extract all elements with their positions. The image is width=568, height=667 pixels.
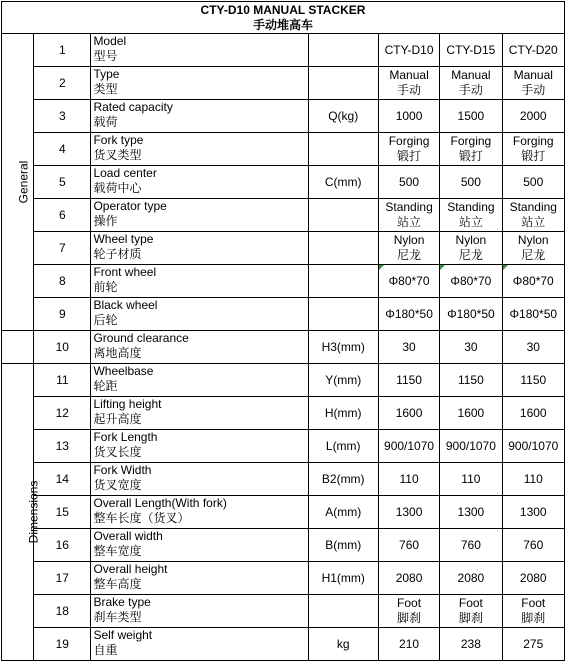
item-name-chinese: 型号 xyxy=(93,49,118,63)
value-line: 1600 xyxy=(457,405,485,420)
group-empty xyxy=(2,331,34,364)
value-line: Φ180*50 xyxy=(509,306,558,321)
value-line: 500 xyxy=(523,174,544,189)
value-line: Φ80*70 xyxy=(512,273,554,288)
item-name xyxy=(91,34,308,67)
item-name-english: Self weight xyxy=(93,628,153,642)
value-line: Manual xyxy=(451,68,491,82)
table-row xyxy=(2,232,565,265)
item-name xyxy=(91,529,308,562)
value-line: Φ80*70 xyxy=(450,273,492,288)
value-line: 锻打 xyxy=(458,149,483,163)
group-dimensions-label: Dimensions xyxy=(26,480,41,544)
value-line: 手动 xyxy=(521,83,546,97)
item-name-english: Fork Length xyxy=(93,430,158,444)
item-name-english: Load center xyxy=(93,166,157,180)
item-name xyxy=(91,496,308,529)
item-name xyxy=(91,430,308,463)
unit-cell: C(mm) xyxy=(308,166,378,199)
value-d15 xyxy=(440,232,502,265)
value-line: Nylon xyxy=(517,233,549,247)
table-row xyxy=(2,595,565,628)
unit-cell: B(mm) xyxy=(308,529,378,562)
item-name-english: Front wheel xyxy=(93,265,157,279)
value-d15 xyxy=(440,298,502,331)
value-d15 xyxy=(440,199,502,232)
title-chinese: 手动堆高车 xyxy=(252,17,313,32)
value-line: Manual xyxy=(513,68,553,82)
value-line: 238 xyxy=(460,636,481,651)
item-name-english: Operator type xyxy=(93,199,167,213)
value-line: Standing xyxy=(447,200,495,214)
row-number: 13 xyxy=(34,430,91,463)
value-d10 xyxy=(378,463,439,496)
table-row xyxy=(2,34,565,67)
row-number: 6 xyxy=(34,199,91,232)
value-line: 站立 xyxy=(397,215,422,229)
item-name-english: Fork Width xyxy=(93,463,152,477)
item-name xyxy=(91,166,308,199)
value-line: 尼龙 xyxy=(521,248,546,262)
item-name-chinese: 起升高度 xyxy=(93,412,142,426)
value-line: Forging xyxy=(450,134,492,148)
item-name xyxy=(91,133,308,166)
item-name-chinese: 整车长度（货叉） xyxy=(93,511,190,525)
item-name-chinese: 轮子材质 xyxy=(93,247,142,261)
row-number: 5 xyxy=(34,166,91,199)
value-d10 xyxy=(378,397,439,430)
item-name-english: Type xyxy=(93,67,120,81)
value-d10 xyxy=(378,67,439,100)
table-row xyxy=(2,463,565,496)
item-name-chinese: 整车宽度 xyxy=(93,544,142,558)
item-name-english: Model xyxy=(93,34,127,48)
row-number: 16 xyxy=(34,529,91,562)
value-line: 30 xyxy=(526,339,540,354)
row-number: 18 xyxy=(34,595,91,628)
value-line: 760 xyxy=(523,537,544,552)
value-line: Standing xyxy=(385,200,433,214)
value-d15 xyxy=(440,133,502,166)
value-line: 1600 xyxy=(395,405,423,420)
unit-cell: Y(mm) xyxy=(308,364,378,397)
value-line: 1000 xyxy=(395,108,423,123)
item-name-chinese: 自重 xyxy=(93,643,118,657)
value-line: Foot xyxy=(521,596,546,610)
unit-cell: Q(kg) xyxy=(308,100,378,133)
unit-cell: H(mm) xyxy=(308,397,378,430)
row-number: 4 xyxy=(34,133,91,166)
row-number: 17 xyxy=(34,562,91,595)
value-line: 110 xyxy=(461,471,481,486)
value-d20 xyxy=(502,232,564,265)
value-line: Foot xyxy=(397,596,422,610)
unit-cell xyxy=(308,232,378,265)
row-number: 19 xyxy=(34,628,91,661)
value-d15 xyxy=(440,628,502,661)
table-row xyxy=(2,133,565,166)
row-number: 10 xyxy=(34,331,91,364)
table-row xyxy=(2,298,565,331)
value-d10 xyxy=(378,199,439,232)
item-name-english: Overall Length(With fork) xyxy=(93,496,227,510)
value-d15 xyxy=(440,67,502,100)
table-row xyxy=(2,100,565,133)
value-d15 xyxy=(440,496,502,529)
unit-cell xyxy=(308,133,378,166)
item-name-chinese: 刹车类型 xyxy=(93,610,142,624)
value-d15 xyxy=(440,34,502,67)
value-line: 500 xyxy=(460,174,481,189)
unit-cell: A(mm) xyxy=(308,496,378,529)
value-d20 xyxy=(502,331,564,364)
value-d10 xyxy=(378,496,439,529)
value-d15 xyxy=(440,463,502,496)
value-line: 脚刹 xyxy=(521,611,546,625)
value-line: 500 xyxy=(399,174,420,189)
value-line: 2080 xyxy=(457,570,485,585)
value-d15 xyxy=(440,397,502,430)
item-name xyxy=(91,232,308,265)
value-line: Standing xyxy=(509,200,557,214)
unit-cell: L(mm) xyxy=(308,430,378,463)
row-number: 12 xyxy=(34,397,91,430)
value-d20 xyxy=(502,265,564,298)
item-name-english: Lifting height xyxy=(93,397,162,411)
value-d10 xyxy=(378,298,439,331)
table-row xyxy=(2,430,565,463)
value-d20 xyxy=(502,67,564,100)
item-name xyxy=(91,463,308,496)
value-line: 手动 xyxy=(397,83,422,97)
value-d15 xyxy=(440,166,502,199)
table-row xyxy=(2,496,565,529)
value-d10 xyxy=(378,364,439,397)
value-d10 xyxy=(378,265,439,298)
value-line: Φ180*50 xyxy=(385,306,433,321)
item-name-english: Overall width xyxy=(93,529,163,543)
value-line: 尼龙 xyxy=(397,248,422,262)
value-d20 xyxy=(502,298,564,331)
row-number: 7 xyxy=(34,232,91,265)
value-line: 1300 xyxy=(519,504,547,519)
table-row xyxy=(2,199,565,232)
value-d10 xyxy=(378,34,439,67)
row-number: 11 xyxy=(34,364,91,397)
item-name xyxy=(91,199,308,232)
row-number: 14 xyxy=(34,463,91,496)
unit-cell: B2(mm) xyxy=(308,463,378,496)
value-line: 尼龙 xyxy=(458,248,483,262)
value-line: 760 xyxy=(460,537,481,552)
value-d15 xyxy=(440,100,502,133)
value-d15 xyxy=(440,529,502,562)
value-line: 1300 xyxy=(457,504,485,519)
value-d20 xyxy=(502,364,564,397)
value-d20 xyxy=(502,100,564,133)
item-name xyxy=(91,364,308,397)
table-row xyxy=(2,529,565,562)
item-name-chinese: 操作 xyxy=(93,214,118,228)
value-line: CTY-D20 xyxy=(508,42,558,57)
value-line: 锻打 xyxy=(397,149,422,163)
table-row xyxy=(2,265,565,298)
value-line: 站立 xyxy=(458,215,483,229)
title-english: CTY-D10 MANUAL STACKER xyxy=(200,2,366,17)
unit-cell xyxy=(308,298,378,331)
value-line: 1600 xyxy=(519,405,547,420)
item-name xyxy=(91,331,308,364)
value-line: 210 xyxy=(399,636,420,651)
table-row xyxy=(2,67,565,100)
item-name-chinese: 载荷 xyxy=(93,115,118,129)
value-line: 手动 xyxy=(458,83,483,97)
comment-marker xyxy=(440,265,445,270)
row-number: 15 xyxy=(34,496,91,529)
row-number: 9 xyxy=(34,298,91,331)
value-line: CTY-D10 xyxy=(384,42,434,57)
value-d15 xyxy=(440,430,502,463)
value-d10 xyxy=(378,166,439,199)
item-name-chinese: 载荷中心 xyxy=(93,181,142,195)
value-d20 xyxy=(502,133,564,166)
value-d10 xyxy=(378,133,439,166)
item-name-chinese: 前轮 xyxy=(93,280,118,294)
value-d15 xyxy=(440,562,502,595)
value-d10 xyxy=(378,562,439,595)
table-row xyxy=(2,331,565,364)
item-name-english: Black wheel xyxy=(93,298,158,312)
value-line: Forging xyxy=(388,134,430,148)
value-line: Φ80*70 xyxy=(388,273,430,288)
unit-cell xyxy=(308,199,378,232)
item-name xyxy=(91,265,308,298)
item-name xyxy=(91,67,308,100)
value-line: Foot xyxy=(458,596,483,610)
item-name-chinese: 离地高度 xyxy=(93,346,142,360)
unit-cell xyxy=(308,34,378,67)
value-line: Forging xyxy=(512,134,554,148)
value-line: 2080 xyxy=(395,570,423,585)
table-row xyxy=(2,397,565,430)
value-d20 xyxy=(502,529,564,562)
value-d15 xyxy=(440,364,502,397)
comment-marker xyxy=(503,265,508,270)
value-d10 xyxy=(378,430,439,463)
value-line: 110 xyxy=(399,471,419,486)
group-general xyxy=(2,34,34,331)
value-line: 锻打 xyxy=(521,149,546,163)
value-d15 xyxy=(440,265,502,298)
value-d20 xyxy=(502,463,564,496)
item-name-english: Overall height xyxy=(93,562,168,576)
value-line: 1150 xyxy=(520,372,547,387)
value-line: CTY-D15 xyxy=(446,42,496,57)
item-name-english: Rated capacity xyxy=(93,100,173,114)
value-d15 xyxy=(440,331,502,364)
item-name-english: Fork type xyxy=(93,133,144,147)
item-name xyxy=(91,397,308,430)
value-line: 275 xyxy=(523,636,544,651)
value-line: 1150 xyxy=(457,372,484,387)
row-number: 8 xyxy=(34,265,91,298)
value-d20 xyxy=(502,628,564,661)
group-dimensions xyxy=(2,364,41,661)
value-line: 1500 xyxy=(457,108,485,123)
table-title xyxy=(2,2,565,34)
item-name xyxy=(91,562,308,595)
value-line: 2080 xyxy=(519,570,547,585)
unit-cell xyxy=(308,595,378,628)
value-line: 900/1070 xyxy=(384,438,435,453)
value-d10 xyxy=(378,628,439,661)
value-line: 1150 xyxy=(396,372,422,387)
value-line: 2000 xyxy=(519,108,547,123)
value-line: 760 xyxy=(399,537,420,552)
value-line: 900/1070 xyxy=(508,438,559,453)
item-name-chinese: 货叉宽度 xyxy=(93,478,142,492)
value-d10 xyxy=(378,100,439,133)
value-line: Nylon xyxy=(455,233,487,247)
value-line: 900/1070 xyxy=(445,438,496,453)
value-line: 脚刹 xyxy=(397,611,422,625)
value-line: Manual xyxy=(389,68,429,82)
value-d10 xyxy=(378,595,439,628)
value-d15 xyxy=(440,595,502,628)
value-line: 30 xyxy=(402,339,416,354)
row-number: 1 xyxy=(34,34,91,67)
table-row xyxy=(2,628,565,661)
item-name-chinese: 整车高度 xyxy=(93,577,142,591)
item-name-chinese: 后轮 xyxy=(93,313,118,327)
unit-cell: H1(mm) xyxy=(308,562,378,595)
value-line: Φ180*50 xyxy=(447,306,495,321)
value-line: Nylon xyxy=(393,233,425,247)
group-general-label: General xyxy=(16,160,31,204)
value-line: 站立 xyxy=(521,215,546,229)
item-name-chinese: 轮距 xyxy=(93,379,118,393)
unit-cell: H3(mm) xyxy=(308,331,378,364)
value-d10 xyxy=(378,331,439,364)
value-line: 脚刹 xyxy=(458,611,483,625)
value-d20 xyxy=(502,430,564,463)
value-d10 xyxy=(378,232,439,265)
value-d20 xyxy=(502,496,564,529)
unit-cell xyxy=(308,265,378,298)
item-name-english: Wheel type xyxy=(93,232,154,246)
item-name-chinese: 类型 xyxy=(93,82,118,96)
item-name-english: Brake type xyxy=(93,595,151,609)
row-number: 2 xyxy=(34,67,91,100)
value-line: 1300 xyxy=(395,504,423,519)
item-name xyxy=(91,595,308,628)
item-name-chinese: 货叉类型 xyxy=(93,148,142,162)
value-d20 xyxy=(502,199,564,232)
comment-marker xyxy=(379,265,384,270)
value-line: 110 xyxy=(523,471,543,486)
item-name-chinese: 货叉长度 xyxy=(93,445,142,459)
row-number: 3 xyxy=(34,100,91,133)
item-name-english: Wheelbase xyxy=(93,364,154,378)
spec-table xyxy=(1,1,565,661)
item-name xyxy=(91,628,308,661)
value-line: 30 xyxy=(464,339,478,354)
value-d20 xyxy=(502,397,564,430)
table-row xyxy=(2,166,565,199)
value-d20 xyxy=(502,166,564,199)
item-name-english: Ground clearance xyxy=(93,331,189,345)
value-d20 xyxy=(502,34,564,67)
value-d20 xyxy=(502,562,564,595)
value-d20 xyxy=(502,595,564,628)
table-row xyxy=(2,364,565,397)
value-d10 xyxy=(378,529,439,562)
unit-cell xyxy=(308,67,378,100)
item-name xyxy=(91,100,308,133)
item-name xyxy=(91,298,308,331)
unit-cell: kg xyxy=(308,628,378,661)
table-row xyxy=(2,562,565,595)
